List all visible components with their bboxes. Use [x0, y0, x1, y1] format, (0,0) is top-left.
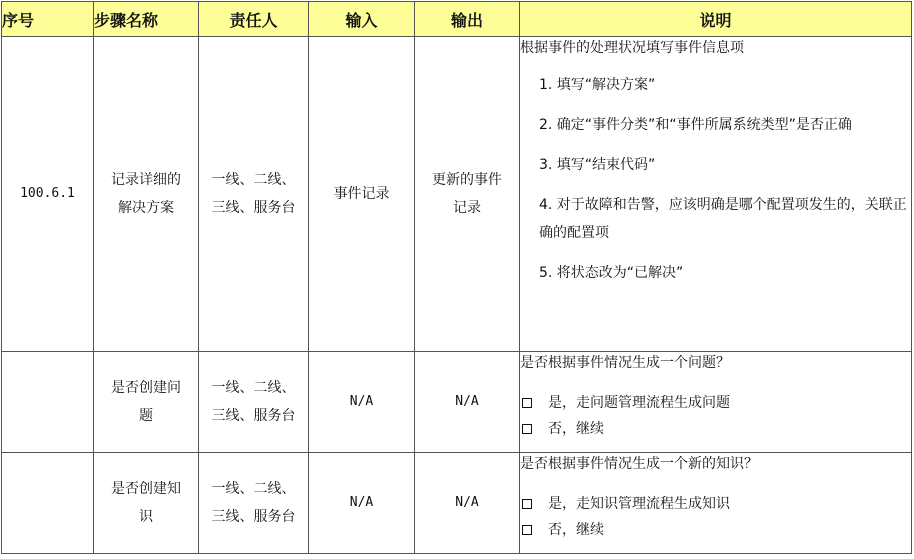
step-name-cell	[94, 37, 199, 352]
step-name-line: 题	[139, 408, 153, 424]
output-cell: N/A	[415, 352, 520, 453]
owner-line: 一线、二线、	[211, 380, 296, 396]
description-cell	[520, 37, 912, 352]
owner-cell	[199, 453, 309, 554]
description-item: 4. 对于故障和告警，应该明确是哪个配置项发生的，关联正确的配置项	[539, 197, 907, 241]
owner-cell	[199, 37, 309, 352]
checkbox-bullet-icon	[522, 424, 532, 434]
option-label: 否，继续	[548, 522, 604, 538]
option-item	[520, 517, 911, 543]
owner-line: 三线、服务台	[211, 200, 296, 216]
header-input: 输入	[309, 2, 415, 37]
option-label: 否，继续	[548, 421, 604, 437]
checkbox-bullet-icon	[522, 499, 532, 509]
output-cell	[415, 37, 520, 352]
step-name-cell	[94, 352, 199, 453]
description-intro: 根据事件的处理状况填写事件信息项	[520, 40, 744, 56]
header-seq: 序号	[2, 2, 94, 37]
description-intro: 是否根据事件情况生成一个新的知识？	[520, 456, 758, 472]
step-name-line: 记录详细的	[111, 172, 181, 188]
seq-cell	[2, 352, 94, 453]
step-name-line: 解决方案	[118, 200, 174, 216]
step-name-line: 是否创建问	[111, 380, 181, 396]
option-item	[520, 390, 911, 416]
step-name-line: 是否创建知	[111, 481, 181, 497]
header-owner: 责任人	[199, 2, 309, 37]
output-line: 更新的事件	[432, 172, 502, 188]
owner-line: 三线、服务台	[211, 509, 296, 525]
table-row	[2, 352, 912, 453]
owner-line: 一线、二线、	[211, 172, 296, 188]
step-name-line: 识	[139, 509, 153, 525]
description-item: 5. 将状态改为“已解决”	[539, 265, 684, 281]
input-cell: N/A	[309, 453, 415, 554]
option-item	[520, 491, 911, 517]
step-name-cell	[94, 453, 199, 554]
input-cell: N/A	[309, 352, 415, 453]
description-item: 1. 填写“解决方案”	[539, 77, 656, 93]
option-item	[520, 416, 911, 442]
input-cell: 事件记录	[309, 37, 415, 352]
header-description: 说明	[520, 2, 912, 37]
option-label: 是，走知识管理流程生成知识	[548, 496, 730, 512]
seq-cell	[2, 453, 94, 554]
owner-cell	[199, 352, 309, 453]
process-step-table	[1, 1, 912, 554]
header-row	[2, 2, 912, 37]
description-item: 3. 填写“结束代码”	[539, 157, 656, 173]
checkbox-bullet-icon	[522, 525, 532, 535]
header-step-name: 步骤名称	[94, 2, 199, 37]
seq-cell: 100.6.1	[2, 37, 94, 352]
owner-line: 三线、服务台	[211, 408, 296, 424]
checkbox-bullet-icon	[522, 398, 532, 408]
description-intro: 是否根据事件情况生成一个问题？	[520, 355, 730, 371]
description-cell	[520, 453, 912, 554]
table-row	[2, 37, 912, 352]
owner-line: 一线、二线、	[211, 481, 296, 497]
output-line: 记录	[453, 200, 481, 216]
option-label: 是，走问题管理流程生成问题	[548, 395, 730, 411]
header-output: 输出	[415, 2, 520, 37]
description-cell	[520, 352, 912, 453]
description-item: 2. 确定“事件分类”和“事件所属系统类型”是否正确	[539, 117, 852, 133]
output-cell: N/A	[415, 453, 520, 554]
table-row	[2, 453, 912, 554]
